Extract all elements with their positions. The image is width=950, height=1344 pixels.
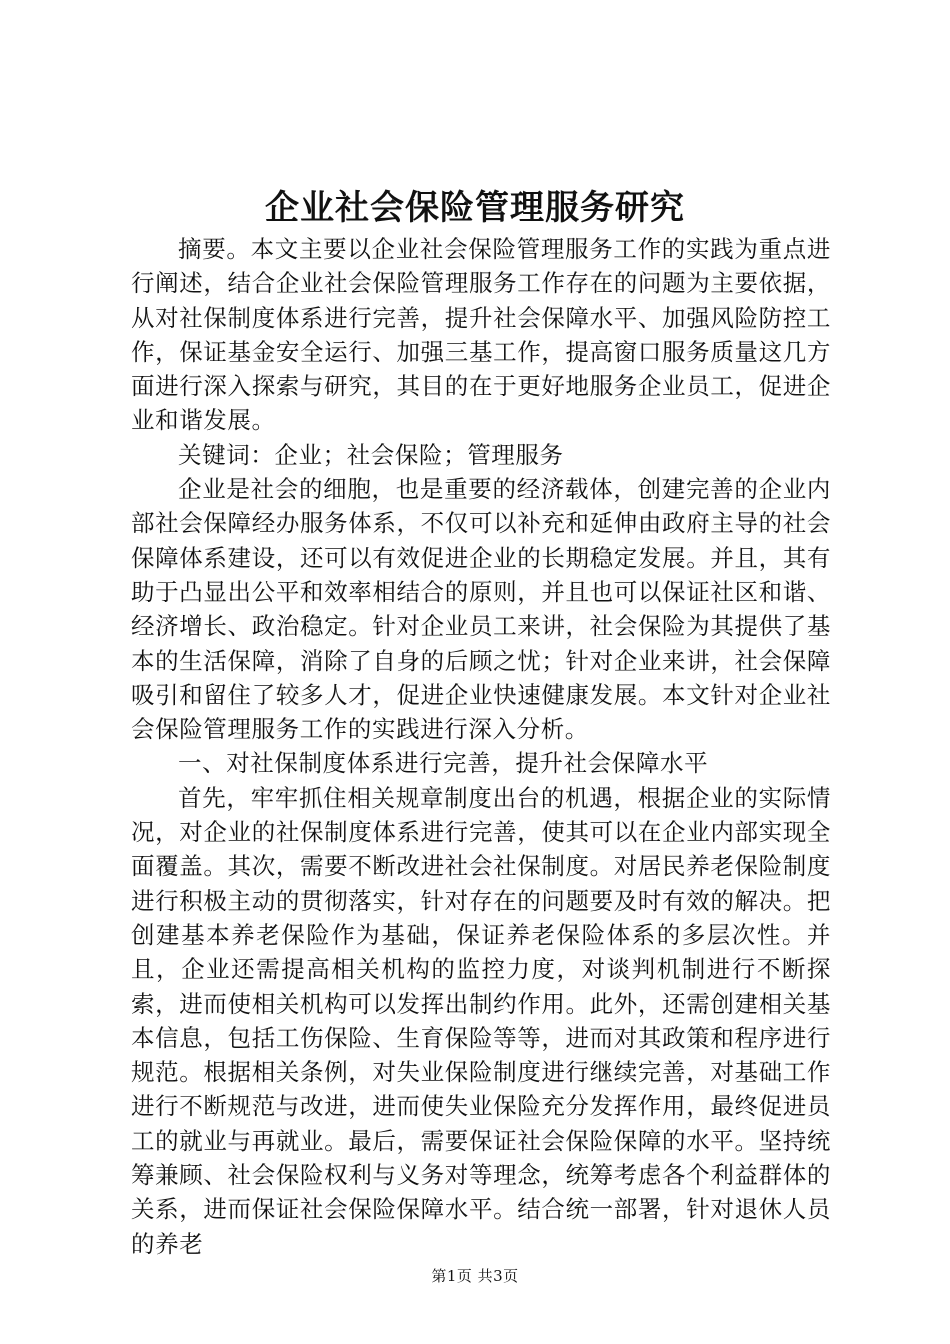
document-body (131, 232, 831, 1261)
section-paragraph: 首先，牢牢抓住相关规章制度出台的机遇，根据企业的实际情况，对企业的社保制度体系进行完善，使其可以在企业内部实现全面覆盖。其次，需要不断改进社会社保制度。对居民养老保险制度进行积极主动的贯彻落实，针对存在的问题要及时有效的解决。把创建基本养老保险作为基础，保证养老保险体系的多层次性。并且，企业还需提高相关机构的监控力度，对谈判机制进行不断探索，进而使相关机构可以发挥出制约作用。此外，还需创建相关基本信息，包括工伤保险、生育保险等等，进而对其政策和程序进行规范。根据相关条例，对失业保险制度进行继续完善，对基础工作进行不断规范与改进，进而使失业保险充分发挥作用，最终促进员工的就业与再就业。最后，需要保证社会保险保障的水平。坚持统筹兼顾、社会保险权利与义务对等理念，统筹考虑各个利益群体的关系，进而保证社会保险保障水平。结合统一部署，针对退休人员的养老 (131, 783, 831, 1258)
document-title: 企业社会保险管理服务研究 (265, 188, 685, 228)
page-footer: 第1页 共3页 (431, 1267, 519, 1285)
abstract-paragraph: 摘要。本文主要以企业社会保险管理服务工作的实践为重点进行阐述，结合企业社会保险管理服务工作存在的问题为主要依据，从对社保制度体系进行完善，提升社会保障水平、加强风险防控工作，保证基金安全运行、加强三基工作，提高窗口服务质量这几方面进行深入探索与研究，其目的在于更好地服务企业员工，促进企业和谐发展。 (131, 235, 831, 435)
section-heading: 一、对社保制度体系进行完善，提升社会保障水平 (178, 749, 709, 778)
intro-paragraph: 企业是社会的细胞，也是重要的经济载体，创建完善的企业内部社会保障经办服务体系，不仅可以补充和延伸由政府主导的社会保障体系建设，还可以有效促进企业的长期稳定发展。并且，其有助于凸显出公平和效率相结合的原则，并且也可以保证社区和谐、经济增长、政治稳定。针对企业员工来讲，社会保险为其提供了基本的生活保障，消除了自身的后顾之忧；针对企业来讲，社会保障吸引和留住了较多人才，促进企业快速健康发展。本文针对企业社会保险管理服务工作的实践进行深入分析。 (131, 475, 831, 744)
keywords-paragraph: 关键词：企业；社会保险；管理服务 (178, 440, 564, 469)
